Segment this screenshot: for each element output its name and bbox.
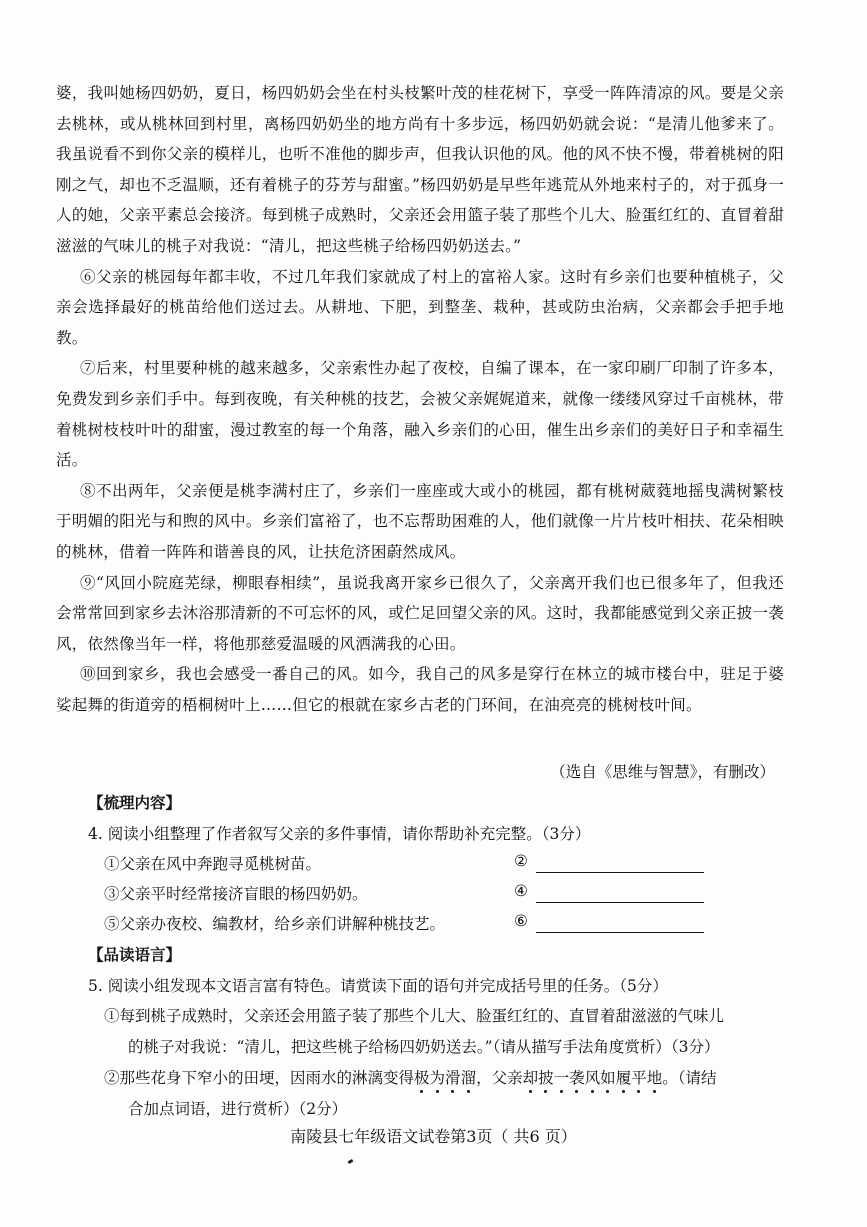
answer-blank-2[interactable] (536, 872, 704, 873)
paragraph-6: ⑥父亲的桃园每年都丰收，不过几年我们家就成了村上的富裕人家。这时有乡亲们也要种植桃子，父亲会选择最好的桃苗给他们送过去。从耕地、下肥，到整垄、栽种，甚或防虫治病，父亲都会手把手地教。 (56, 267, 784, 347)
answer-blank-6[interactable] (536, 932, 704, 933)
paragraph-9: ⑨“风回小院庭芜绿，柳眼春相续”，虽说我离开家乡已很久了，父亲离开我们也已很多年了，但我还会常常回到家乡去沐浴那清新的不可忘怀的风，或伫足回望父亲的风。这时，我都能感觉到父亲正披一袭风，依然像当年一样，将他那慈爱温暖的风洒满我的心田。 (56, 573, 784, 653)
answer-blank-4[interactable] (536, 902, 704, 903)
item-text: 父亲办夜校、编教材，给乡亲们讲解种桃技艺。 (119, 915, 446, 933)
paragraph-7: ⑦后来，村里要种桃的越来越多，父亲索性办起了夜校，自编了课本，在一家印刷厂印制了许多本，免费发到乡亲们手中。每到夜晚，有关种桃的技艺，会被父亲娓娓道来，就像一缕缕风穿过千亩桃林，带着桃树枝枝叶叶的甜蜜，漫过教室的每一个角落，融入乡亲们的心田，催生出乡亲们的美好日子和幸福生活。 (56, 359, 784, 470)
scan-speck (348, 1159, 354, 1164)
item-number: ③ (104, 885, 120, 903)
sentence-2-line-1 (104, 1066, 717, 1088)
emphasized-words-2: 却披一袭风如履平地 (523, 1069, 663, 1087)
question-4: 4. 阅读小组整理了作者叙写父亲的多件事情，请你帮助补充完整。（3分） (88, 825, 591, 843)
question-5: 5. 阅读小组发现本文语言富有特色。请赏读下面的语句并完成括号里的任务。（5分） (88, 977, 668, 995)
article-body (56, 78, 784, 720)
item-number: ⑤ (104, 915, 120, 933)
item-text: 父亲在风中奔跑寻觅桃树苗。 (119, 855, 322, 873)
answer-item-3 (104, 882, 368, 904)
answer-item-2-number: ② (514, 852, 528, 870)
sentence-2-part-c: 。（请结 (662, 1069, 717, 1087)
paragraph-5-tail: 婆，我叫她杨四奶奶，夏日，杨四奶奶会坐在村头枝繁叶茂的桂花树下，享受一阵阵清凉的风。要是父亲去桃林，或从桃林回到村里，离杨四奶奶坐的地方尚有十多步远，杨四奶奶就会说：“是清儿他爹来了。我虽说看不到你父亲的模样儿，也听不准他的脚步声，但我认识他的风。他的风不快不慢，带着桃树的阳刚之气，却也不乏温顺，还有着桃子的芬芳与甜蜜。”杨四奶奶是早些年逃荒从外地来村子的，对于孤身一人的她，父亲平素总会接济。每到桃子成熟时，父亲还会用篮子装了那些个儿大、脸蛋红红的、直冒着甜滋滋的气味儿的桃子对我说：“清儿，把这些桃子给杨四奶奶送去。” (56, 84, 784, 255)
sentence-1-line-1: ①每到桃子成熟时，父亲还会用篮子装了那些个儿大、脸蛋红红的、直冒着甜滋滋的气味儿 (104, 1007, 725, 1025)
answer-item-4-number: ④ (514, 882, 528, 900)
sentence-2-part-b: ，父亲 (476, 1069, 523, 1087)
article-source: （选自《思维与智慧》，有删改） (550, 763, 775, 781)
paragraph-8: ⑧不出两年，父亲便是桃李满村庄了，乡亲们一座座或大或小的桃园，都有桃树葳蕤地摇曳满树繁枝于明媚的阳光与和煦的风中。乡亲们富裕了，也不忘帮助困难的人，他们就像一片片枝叶相扶、花朵相映的桃林，借着一阵阵和谐善良的风，让扶危济困蔚然成风。 (56, 481, 784, 561)
answer-item-1 (104, 852, 321, 874)
sentence-1-line-2: 的桃子对我说：“清儿，把这些桃子给杨四奶奶送去。”（请从描写手法角度赏析）（3分） (128, 1038, 720, 1056)
answer-item-5 (104, 912, 445, 934)
paragraph-10: ⑩回到家乡，我也会感受一番自己的风。如今，我自己的风多是穿行在林立的城市楼台中，驻足于婆娑起舞的街道旁的梧桐树叶上……但它的根就在家乡古老的门环间，在油亮亮的桃树枝叶间。 (56, 665, 784, 714)
item-number: ① (104, 855, 120, 873)
sentence-2-part-a: ②那些花身下窄小的田埂，因雨水的淋漓变得 (104, 1069, 415, 1087)
answer-item-6-number: ⑥ (514, 912, 528, 930)
section-head-sort-content: 【梳理内容】 (88, 793, 182, 812)
section-head-savor-language: 【品读语言】 (88, 945, 182, 964)
item-text: 父亲平时经常接济盲眼的杨四奶奶。 (119, 885, 368, 903)
page-footer: 南陵县七年级语文试卷第3页（ 共6 页） (290, 1127, 577, 1146)
emphasized-words-1: 极为滑溜 (414, 1069, 476, 1087)
sentence-2-line-2: 合加点词语，进行赏析）（2分） (128, 1100, 348, 1118)
